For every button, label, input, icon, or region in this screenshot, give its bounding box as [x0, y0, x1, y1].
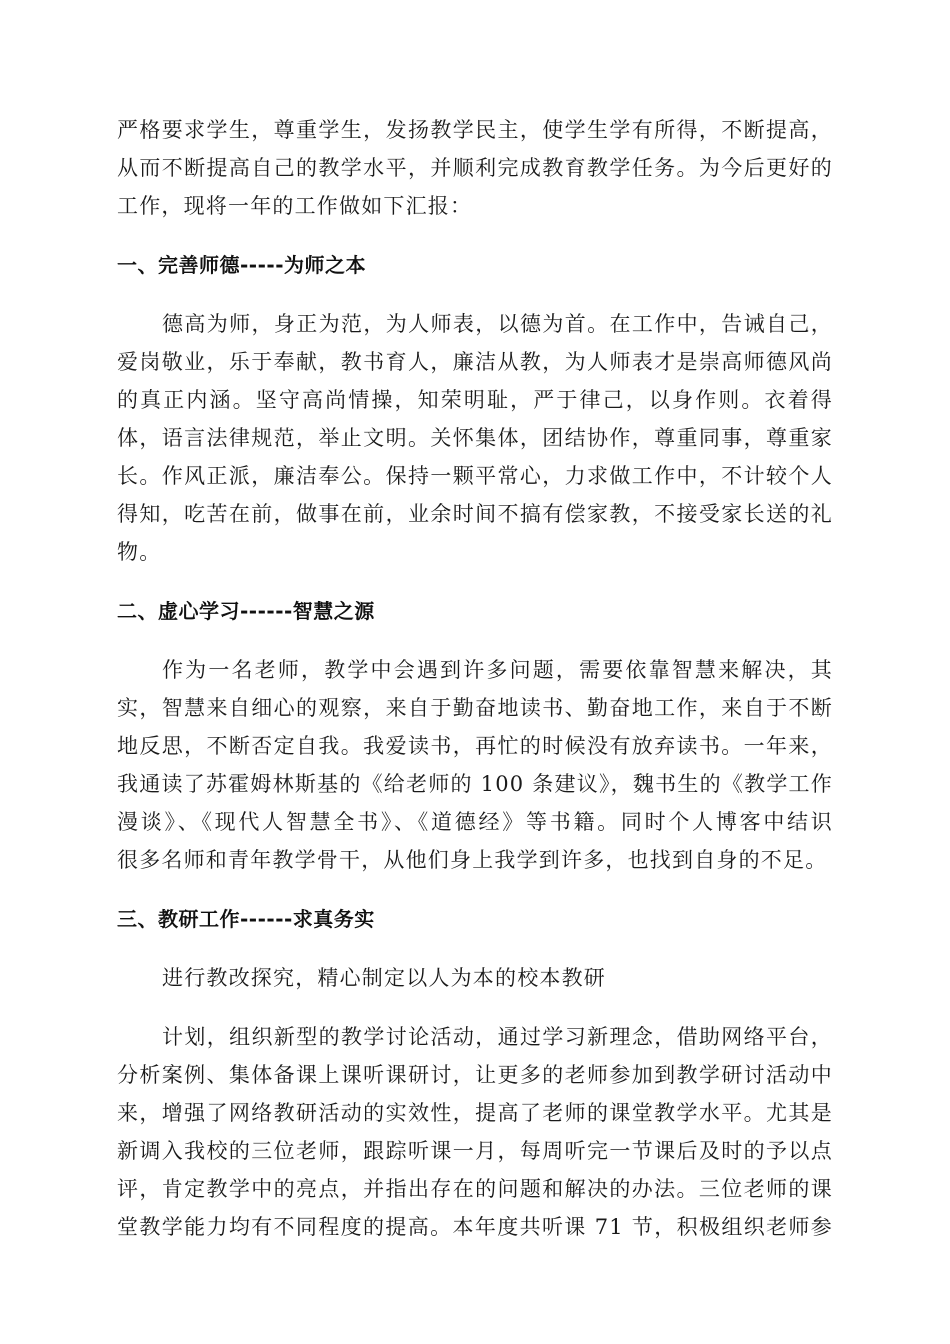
text-line: 评，肯定教学中的亮点，并指出存在的问题和解决的办法。三位老师的课: [117, 1177, 833, 1201]
text-line: 我通读了苏霍姆林斯基的《给老师的 100 条建议》，魏书生的《教学工作: [117, 772, 833, 796]
text-line: 来，增强了网络教研活动的实效性，提高了老师的课堂教学水平。尤其是: [117, 1101, 833, 1125]
text-line: 爱岗敬业，乐于奉献，教书育人，廉洁从教，为人师表才是崇高师德风尚: [117, 350, 833, 374]
text-line: 物。: [117, 540, 162, 564]
text-line: 得知，吃苦在前，做事在前，业余时间不搞有偿家教，不接受家长送的礼: [117, 502, 833, 526]
text-line: 新调入我校的三位老师，跟踪听课一月，每周听完一节课后及时的予以点: [117, 1139, 833, 1163]
section-heading: 三、教研工作------求真务实: [117, 907, 375, 931]
text-line: 严格要求学生，尊重学生，发扬教学民主，使学生学有所得，不断提高，: [117, 118, 833, 142]
section-1-paragraph: [117, 305, 833, 571]
text-line: 作为一名老师，教学中会遇到许多问题，需要依靠智慧来解决，其: [162, 658, 833, 682]
text-line: 长。作风正派，廉洁奉公。保持一颗平常心，力求做工作中，不计较个人: [117, 464, 833, 488]
text-line: 实，智慧来自细心的观察，来自于勤奋地读书、勤奋地工作，来自于不断: [117, 696, 833, 720]
text-line: 进行教改探究，精心制定以人为本的校本教研: [162, 966, 606, 990]
section-heading: 二、虚心学习------智慧之源: [117, 599, 375, 623]
text-line: 工作，现将一年的工作做如下汇报：: [117, 194, 473, 218]
text-line: 体，语言法律规范，举止文明。关怀集体，团结协作，尊重同事，尊重家: [117, 426, 833, 450]
section-heading: 一、完善师德-----为师之本: [117, 253, 367, 277]
text-line: 堂教学能力均有不同程度的提高。本年度共听课 71 节，积极组织老师参: [117, 1215, 833, 1239]
section-2-paragraph: [117, 651, 833, 879]
text-line: 计划，组织新型的教学讨论活动，通过学习新理念，借助网络平台，: [162, 1025, 833, 1049]
intro-paragraph: [117, 111, 833, 225]
document-body: [117, 111, 833, 1267]
text-line: 德高为师，身正为范，为人师表，以德为首。在工作中，告诫自己，: [162, 312, 833, 336]
text-line: 漫谈》、《现代人智慧全书》、《道德经》等书籍。同时个人博客中结识: [117, 810, 833, 834]
section-3-paragraph-2: [117, 1018, 833, 1246]
text-line: 很多名师和青年教学骨干，从他们身上我学到许多，也找到自身的不足。: [117, 848, 828, 872]
text-line: 地反思，不断否定自我。我爱读书，再忙的时候没有放弃读书。一年来，: [117, 734, 833, 758]
text-line: 的真正内涵。坚守高尚情操，知荣明耻，严于律己，以身作则。衣着得: [117, 388, 833, 412]
section-3-paragraph-1: [117, 959, 833, 997]
text-line: 分析案例、集体备课上课听课研讨，让更多的老师参加到教学研讨活动中: [117, 1063, 833, 1087]
text-line: 从而不断提高自己的教学水平，并顺利完成教育教学任务。为今后更好的: [117, 156, 833, 180]
